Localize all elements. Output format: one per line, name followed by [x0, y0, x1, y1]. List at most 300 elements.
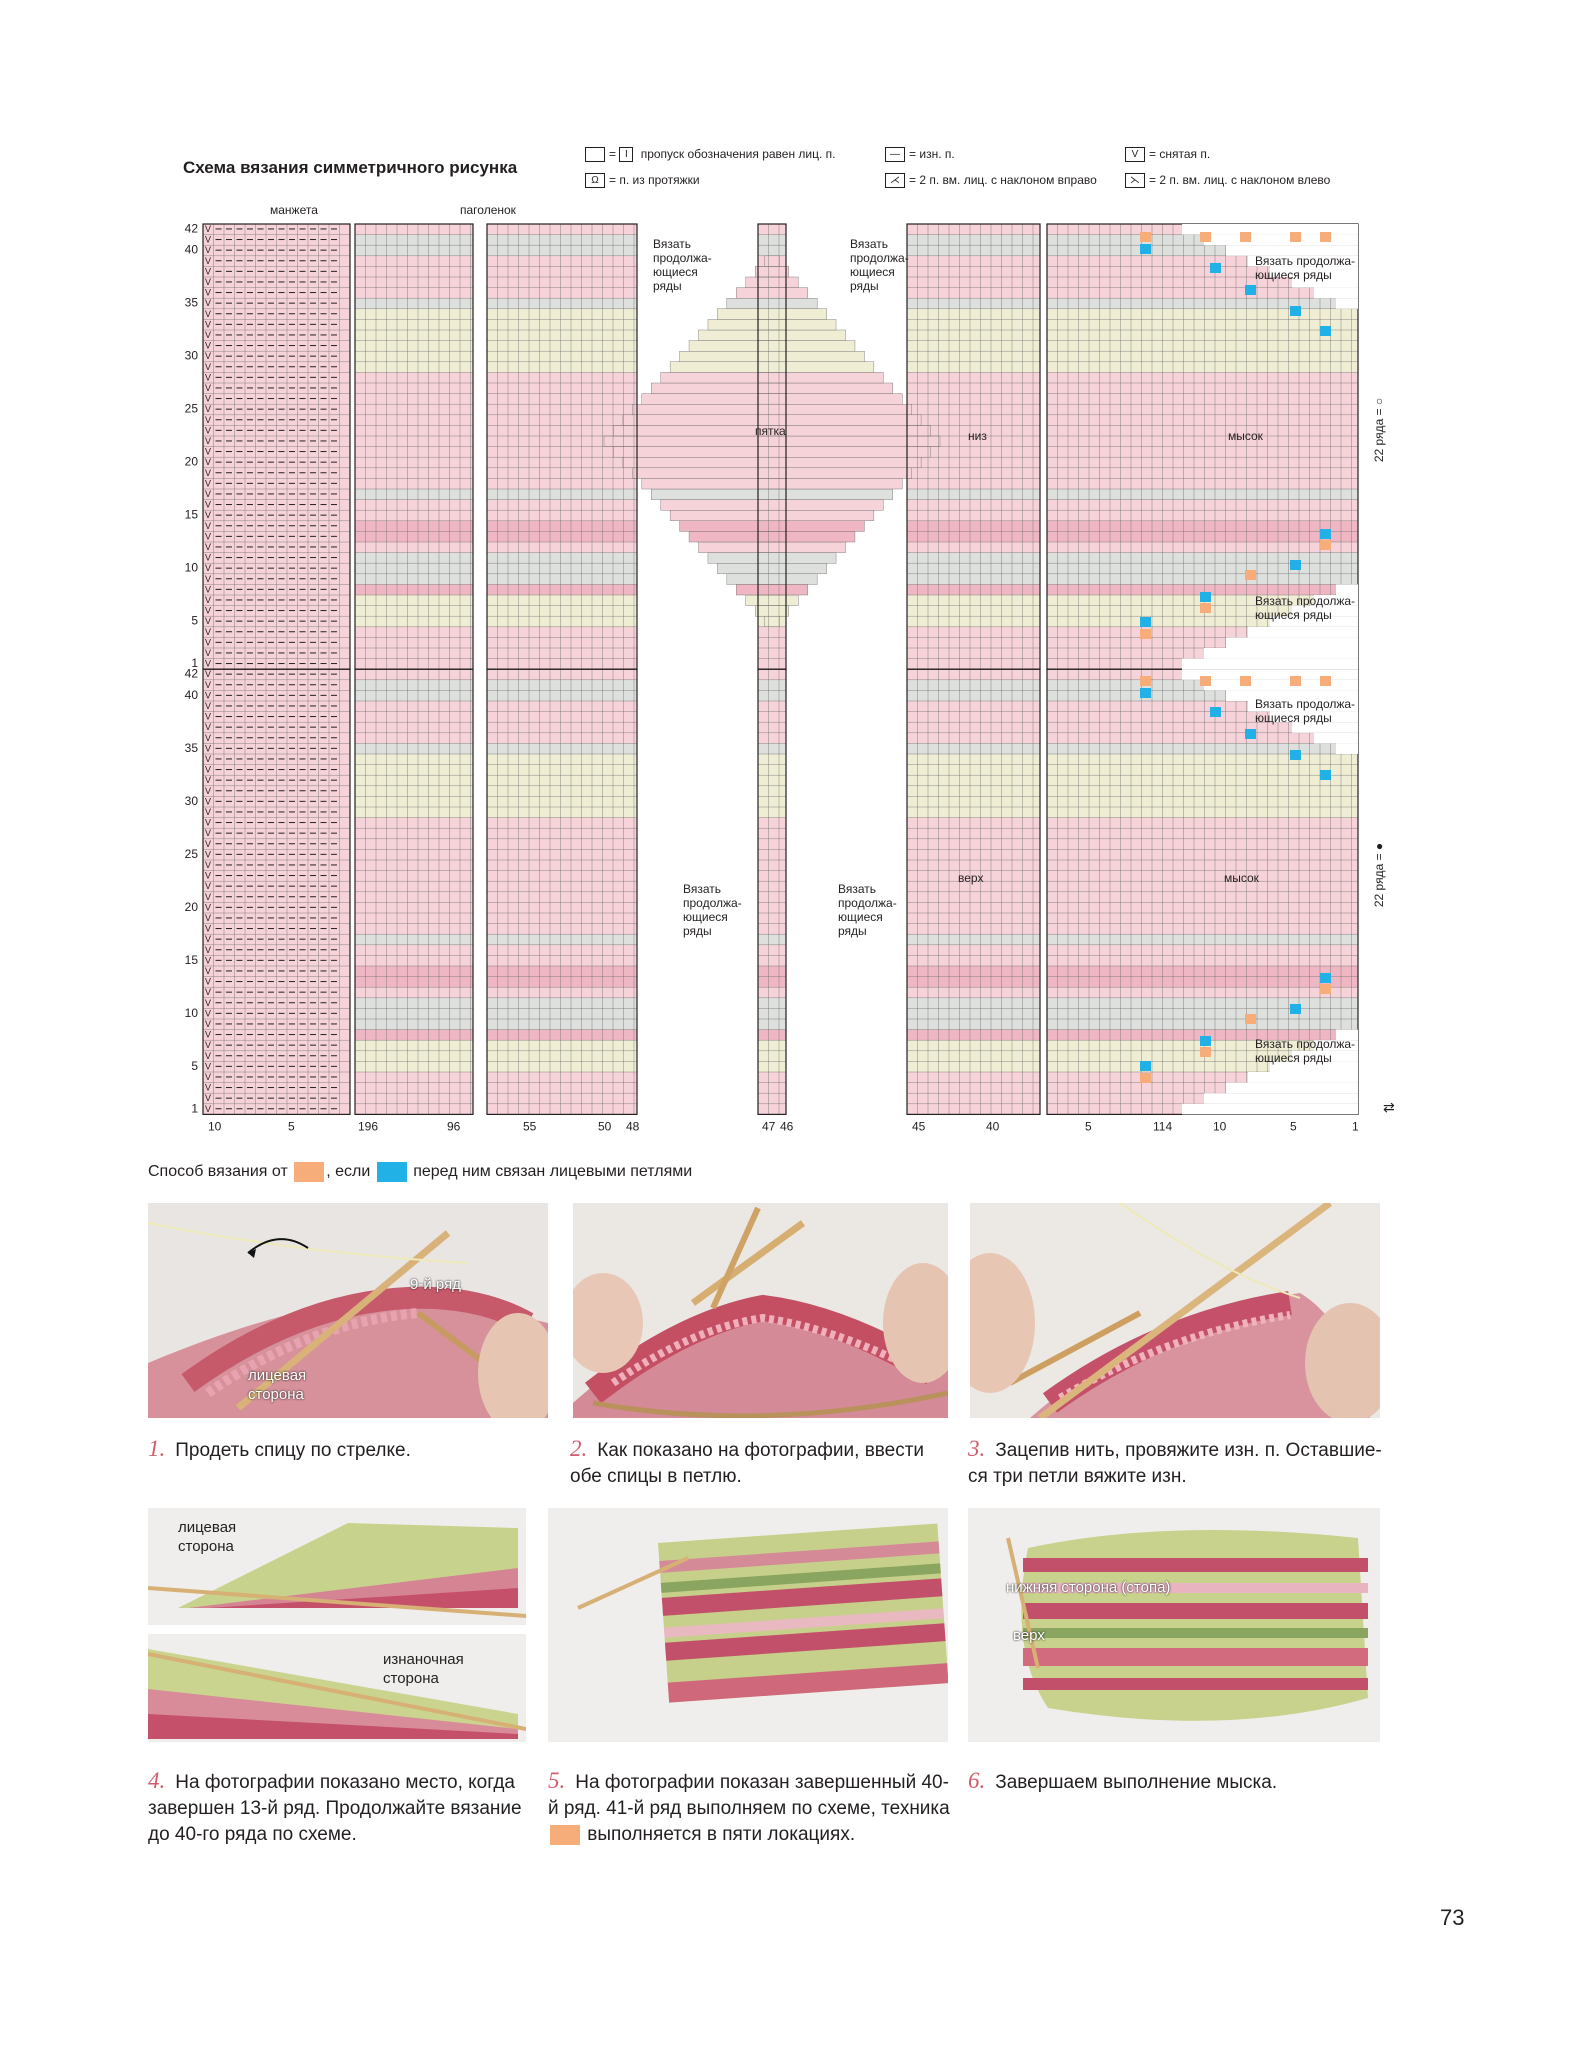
band-row [1047, 849, 1358, 860]
band-row [355, 531, 473, 542]
slip-stitch-mark: V [205, 647, 212, 658]
band-row [355, 977, 473, 988]
orange-marker [1290, 232, 1301, 242]
caption-5: 5. На фотографии показан завершенный 40-й ряд. 41-й ряд выполняем по схеме, техника выполняется в пяти локациях. [548, 1768, 950, 1845]
heel-row [651, 489, 893, 500]
band-row [355, 606, 473, 617]
band-row [487, 669, 637, 680]
legend-item-knit: = I пропуск обозначения равен лиц. п. [585, 147, 836, 162]
band-row [758, 669, 786, 680]
band-row [355, 319, 473, 330]
band-row [907, 998, 1040, 1009]
header-cuff: манжета [270, 203, 318, 217]
band-row [758, 1083, 786, 1094]
band-row [907, 1083, 1040, 1094]
row-number: 25 [184, 846, 198, 861]
slip-stitch-mark: V [205, 775, 212, 786]
page-number: 73 [1440, 1905, 1465, 1930]
band-row [907, 1019, 1040, 1030]
band-row [487, 531, 637, 542]
heel-row [736, 288, 807, 299]
row-number: 35 [184, 740, 198, 755]
band-row [355, 1051, 473, 1062]
band-row [907, 521, 1040, 532]
chart-title: Схема вязания симметричного рисунка [183, 158, 518, 177]
slip-stitch-mark: V [205, 679, 212, 690]
band-row [355, 669, 473, 680]
label-sole: нижняя сторона (стопа) [1006, 1579, 1171, 1596]
label-right-side-4: лицевая сторона [178, 1519, 237, 1555]
band-row [487, 733, 637, 744]
short-rows-note: ряды [683, 924, 712, 938]
slip-stitch-mark: V [205, 594, 212, 605]
band-row [758, 754, 786, 765]
purl-dash-icon: — [885, 147, 905, 162]
orange-marker [1140, 1073, 1151, 1083]
short-rows-note: ющиеся ряды [1255, 1051, 1332, 1065]
orange-marker [1240, 232, 1251, 242]
band-row [355, 722, 473, 733]
blue-marker [1140, 688, 1151, 698]
row-number: 10 [184, 560, 198, 575]
band-row [487, 584, 637, 595]
column-number: 45 [912, 1119, 926, 1134]
band-row [758, 807, 786, 818]
slip-stitch-mark: V [205, 319, 212, 330]
photo-step-5 [548, 1508, 948, 1742]
heel-row [736, 584, 807, 595]
band-row [1047, 478, 1358, 489]
band-row [487, 892, 637, 903]
band-row [487, 902, 637, 913]
band-row [355, 934, 473, 945]
orange-marker [1200, 232, 1211, 242]
band-row [758, 637, 786, 648]
band-row [355, 945, 473, 956]
slip-stitch-mark: V [205, 308, 212, 319]
band-row [355, 1019, 473, 1030]
label-right-side: лицевая сторона [248, 1367, 307, 1403]
band-row [355, 659, 473, 670]
legend-item-slip: V = снятая п. [1125, 147, 1210, 162]
band-row [487, 616, 637, 627]
band-row [907, 701, 1040, 712]
band-row [355, 807, 473, 818]
band-row [355, 362, 473, 373]
heel-row [670, 510, 874, 521]
band-row [487, 500, 637, 511]
band-row [355, 998, 473, 1009]
band-row [487, 288, 637, 299]
band-row [355, 913, 473, 924]
photo-step-4-right-side [148, 1508, 526, 1625]
band-row [907, 669, 1040, 680]
band-row [758, 1051, 786, 1062]
heel-row [661, 372, 884, 383]
orange-marker [1200, 603, 1211, 613]
slip-stitch-mark: V [205, 541, 212, 552]
band-row [1047, 1019, 1358, 1030]
band-row [758, 839, 786, 850]
band-row [907, 319, 1040, 330]
band-row [487, 786, 637, 797]
row-number: 35 [184, 295, 198, 310]
band-row [907, 786, 1040, 797]
band-row [758, 945, 786, 956]
heel-row [746, 277, 799, 288]
slip-stitch-mark: V [205, 234, 212, 245]
orange-marker [1140, 232, 1151, 242]
band-row [487, 553, 637, 564]
band-row [487, 966, 637, 977]
blue-marker [1290, 560, 1301, 570]
slip-stitch-mark: V [205, 266, 212, 277]
band-row [487, 362, 637, 373]
band-row [758, 892, 786, 903]
band-row [487, 924, 637, 935]
band-row [487, 319, 637, 330]
band-row [1047, 1008, 1358, 1019]
heel-row [699, 330, 846, 341]
orange-marker [1140, 629, 1151, 639]
band-row [907, 1104, 1040, 1115]
column-number: 50 [598, 1119, 612, 1134]
heel-row [632, 404, 911, 415]
slip-stitch-mark: V [205, 849, 212, 860]
slip-stitch-mark: V [205, 287, 212, 298]
blue-marker [1320, 973, 1331, 983]
band-row [1047, 977, 1358, 988]
slip-stitch-mark: V [205, 753, 212, 764]
band-row [1047, 775, 1358, 786]
band-row [758, 235, 786, 246]
band-row [355, 616, 473, 627]
band-row [487, 701, 637, 712]
orange-marker [1245, 570, 1256, 580]
band-row [907, 500, 1040, 511]
slip-stitch-mark: V [205, 1103, 212, 1114]
slip-stitch-mark: V [205, 828, 212, 839]
band-row [487, 542, 637, 553]
column-number: 46 [780, 1119, 794, 1134]
band-row [487, 595, 637, 606]
short-rows-note: Вязать продолжа- [1255, 594, 1356, 608]
heel-row [623, 457, 921, 468]
band-row [355, 1093, 473, 1104]
band-row [487, 955, 637, 966]
band-row [907, 743, 1040, 754]
band-row [355, 1008, 473, 1019]
band-row [907, 245, 1040, 256]
band-row [355, 818, 473, 829]
band-row [1047, 945, 1358, 956]
heel-row [755, 266, 789, 277]
heel-row [746, 595, 799, 606]
band-row [1047, 934, 1358, 945]
band-row [355, 489, 473, 500]
band-row [758, 860, 786, 871]
band-row [1047, 500, 1358, 511]
band-row [1047, 372, 1358, 383]
band-row [907, 372, 1040, 383]
slip-stitch-mark: V [205, 1050, 212, 1061]
band-row [1047, 394, 1358, 405]
k2tog-right-icon: ⋌ [885, 173, 905, 188]
photo-step-4-wrong-side [148, 1634, 526, 1742]
band-row [487, 372, 637, 383]
band-row [355, 404, 473, 415]
band-row [907, 712, 1040, 723]
short-rows-note: ющиеся [838, 910, 883, 924]
band-row [355, 924, 473, 935]
blue-marker [1320, 326, 1331, 336]
slip-stitch-mark: V [205, 838, 212, 849]
band-row [758, 966, 786, 977]
band-row [1047, 542, 1358, 553]
slip-stitch-mark: V [205, 499, 212, 510]
band-row [758, 775, 786, 786]
band-row [487, 743, 637, 754]
slip-stitch-mark: V [205, 605, 212, 616]
band-row [355, 266, 473, 277]
band-row [758, 743, 786, 754]
band-row [487, 1104, 637, 1115]
band-row [907, 224, 1040, 235]
band-row [907, 1093, 1040, 1104]
band-row [907, 616, 1040, 627]
band-row [758, 722, 786, 733]
band-row [907, 606, 1040, 617]
short-rows-note: ющиеся [850, 265, 895, 279]
zone-label: верх [958, 871, 984, 885]
band-row [758, 849, 786, 860]
band-row [355, 712, 473, 723]
band-row [907, 754, 1040, 765]
row-number: 15 [184, 507, 198, 522]
toe-notch [1336, 298, 1358, 309]
row-number: 40 [184, 242, 198, 257]
band-row [758, 786, 786, 797]
slip-stitch-mark: V [205, 1093, 212, 1104]
band-row [355, 765, 473, 776]
band-row [758, 1072, 786, 1083]
short-rows-note: продолжа- [838, 896, 897, 910]
band-row [907, 351, 1040, 362]
orange-marker [1320, 676, 1331, 686]
band-row [758, 913, 786, 924]
short-rows-note: ряды [838, 924, 867, 938]
band-row [487, 563, 637, 574]
slip-stitch-mark: V [205, 944, 212, 955]
band-row [1047, 383, 1358, 394]
band-row [907, 542, 1040, 553]
slip-stitch-mark: V [205, 934, 212, 945]
band-row [907, 966, 1040, 977]
method-note: Способ вязания от , если перед ним связан лицевыми петлями [148, 1163, 693, 1181]
band-row [355, 1072, 473, 1083]
band-row [1047, 436, 1358, 447]
knit-bar-icon: I [619, 147, 633, 162]
band-row [907, 1008, 1040, 1019]
column-number: 47 [762, 1119, 776, 1134]
toe-notch [1248, 1072, 1358, 1083]
band-row [907, 977, 1040, 988]
heel-row [670, 362, 874, 373]
band-row [1047, 330, 1358, 341]
band-row [907, 637, 1040, 648]
band-row [355, 881, 473, 892]
band-row [487, 256, 637, 267]
band-row [487, 796, 637, 807]
band-row [487, 680, 637, 691]
band-row [907, 383, 1040, 394]
slip-stitch-mark: V [205, 1082, 212, 1093]
slip-stitch-mark: V [205, 881, 212, 892]
slip-stitch-mark: V [205, 700, 212, 711]
slip-stitch-mark: V [205, 340, 212, 351]
band-row [1047, 765, 1358, 776]
band-row [355, 436, 473, 447]
band-row [1047, 818, 1358, 829]
band-row [355, 563, 473, 574]
band-row [758, 245, 786, 256]
band-row [487, 1093, 637, 1104]
band-row [907, 849, 1040, 860]
heel-row [689, 531, 855, 542]
column-number: 5 [288, 1119, 295, 1134]
orange-marker [1140, 676, 1151, 686]
band-row [487, 839, 637, 850]
band-row [355, 394, 473, 405]
band-row [758, 1040, 786, 1051]
column-number: 55 [523, 1119, 537, 1134]
band-row [355, 754, 473, 765]
row-number: 25 [184, 401, 198, 416]
band-row [907, 818, 1040, 829]
band-row [487, 606, 637, 617]
band-row [907, 235, 1040, 246]
orange-swatch-inline [550, 1825, 580, 1845]
blue-marker [1200, 592, 1211, 602]
blue-marker [1320, 770, 1331, 780]
band-row [355, 584, 473, 595]
band-row [907, 330, 1040, 341]
band-row [355, 542, 473, 553]
band-row [907, 902, 1040, 913]
band-row [758, 627, 786, 638]
photo-step-1 [148, 1203, 548, 1418]
band-row [758, 1061, 786, 1072]
legend-item-k2tog-right: ⋌ = 2 п. вм. лиц. с наклоном вправо [885, 173, 1097, 188]
band-row [1047, 404, 1358, 415]
band-row [1047, 447, 1358, 458]
photo-step-3 [970, 1203, 1380, 1418]
column-number: 1 [1352, 1119, 1359, 1134]
band-row [758, 818, 786, 829]
photo-step-2 [573, 1203, 948, 1418]
row-number: 1 [191, 656, 198, 671]
loop-from-strand-icon: Ω [585, 173, 605, 188]
band-row [907, 574, 1040, 585]
zone-label: мысок [1228, 429, 1263, 443]
toe-notch [1182, 1104, 1358, 1115]
band-row [758, 1008, 786, 1019]
column-number: 40 [986, 1119, 1000, 1134]
band-row [758, 1019, 786, 1030]
band-row [907, 892, 1040, 903]
band-row [758, 648, 786, 659]
slip-stitch-mark: V [205, 955, 212, 966]
band-row [907, 1040, 1040, 1051]
orange-marker [1320, 540, 1331, 550]
band-row [487, 277, 637, 288]
toe-notch [1226, 637, 1358, 648]
band-row [758, 712, 786, 723]
orange-marker [1320, 232, 1331, 242]
band-row [907, 553, 1040, 564]
band-row [487, 1051, 637, 1062]
band-row [1047, 298, 1358, 309]
band-row [758, 659, 786, 670]
slip-stitch-mark: V [205, 382, 212, 393]
toe-notch [1314, 733, 1358, 744]
band-row [907, 828, 1040, 839]
column-number: 96 [447, 1119, 461, 1134]
band-row [487, 404, 637, 415]
slip-stitch-mark: V [205, 743, 212, 754]
band-row [487, 341, 637, 352]
slip-stitch-mark: V [205, 1029, 212, 1040]
slip-stitch-mark: V [205, 425, 212, 436]
band-row [355, 372, 473, 383]
band-row [758, 987, 786, 998]
slip-stitch-mark: V [205, 478, 212, 489]
band-row [355, 796, 473, 807]
band-row [355, 277, 473, 288]
band-row [487, 383, 637, 394]
heel-row [699, 542, 846, 553]
slip-stitch-mark: V [205, 690, 212, 701]
blue-marker [1140, 1061, 1151, 1071]
band-row [907, 266, 1040, 277]
band-row [487, 1083, 637, 1094]
row-number: 42 [184, 666, 198, 681]
heel-row [632, 468, 911, 479]
blue-marker [1210, 707, 1221, 717]
band-row [487, 489, 637, 500]
orange-marker [1320, 984, 1331, 994]
blue-swatch [377, 1162, 407, 1182]
slip-stitch-mark: V [205, 669, 212, 680]
band-row [487, 849, 637, 860]
heel-row [642, 478, 902, 489]
band-row [907, 478, 1040, 489]
band-row [1047, 521, 1358, 532]
band-row [1047, 987, 1358, 998]
band-row [355, 415, 473, 426]
band-row [1047, 754, 1358, 765]
short-rows-note: ющиеся ряды [1255, 711, 1332, 725]
band-row [907, 584, 1040, 595]
band-row [1047, 902, 1358, 913]
band-row [487, 987, 637, 998]
toe-notch [1204, 680, 1358, 691]
slip-stitch-mark: V [205, 584, 212, 595]
heel-row [765, 616, 780, 627]
blue-marker [1290, 750, 1301, 760]
band-row [758, 998, 786, 1009]
short-rows-note: ющиеся [653, 265, 698, 279]
